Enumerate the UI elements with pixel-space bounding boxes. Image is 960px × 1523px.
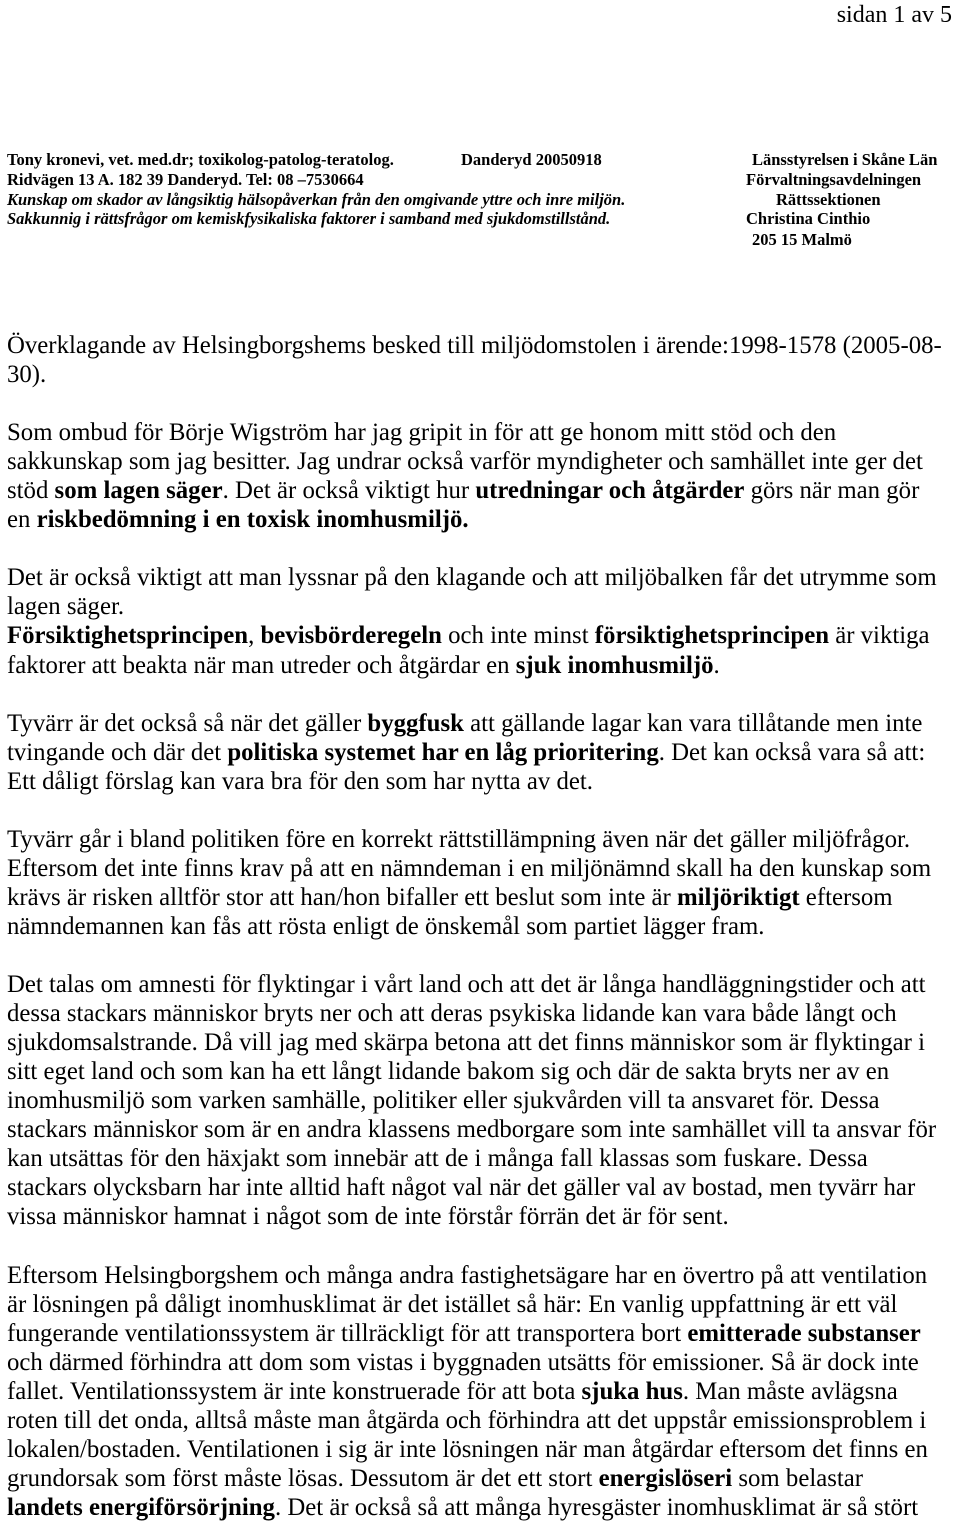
- page-number: sidan 1 av 5: [836, 2, 952, 28]
- body-line: [7, 1115, 942, 1144]
- body-text: grundorsak som först måste lösas. Dessutom är det ett stort: [7, 1464, 599, 1492]
- body-text: att gällande lagar kan vara tillåtande men inte: [463, 709, 923, 737]
- body-text: som belastar: [732, 1464, 864, 1492]
- body-text: Tyvärr går i bland politiken före en korrekt rättstillämpning även när det gäller miljöfrågor.: [7, 825, 911, 853]
- body-line: [7, 825, 942, 854]
- body-text: . Det är också så att många hyresgäster inomhusklimat är så stört: [274, 1493, 919, 1521]
- sender-expertise-line: Kunskap om skador av långsiktig hälsopåverkan från den omgivande yttre och inre miljön.: [7, 190, 626, 209]
- body-line: [7, 1493, 942, 1522]
- body-line: [7, 1086, 942, 1115]
- body-text: roten till det onda, alltså måste man åtgärda och förhindra att det uppstår emissionsproblem i: [7, 1406, 927, 1434]
- recipient-line: Christina Cinthio: [746, 209, 871, 228]
- body-text: .: [713, 651, 720, 679]
- emphasized-text: landets energiförsörjning: [7, 1493, 275, 1521]
- body-line: [7, 476, 942, 505]
- body-line: [7, 1464, 942, 1493]
- body-text: ,: [248, 622, 261, 650]
- sender-address-line: Ridvägen 13 A. 182 39 Danderyd. Tel: 08 –7530664: [7, 170, 364, 189]
- body-text: är lösningen på dåligt inomhusklimat är det istället så här: En vanlig uppfattning är ett väl: [7, 1290, 898, 1318]
- body-line: [7, 1144, 942, 1173]
- body-line: [7, 1173, 942, 1202]
- body-text: stöd: [7, 477, 55, 505]
- emphasized-text: försiktighetsprincipen: [594, 622, 829, 650]
- body-line: [7, 999, 942, 1028]
- body-text: kan utsättas för den häxjakt som innebär att de i många fall klassas som fuskare. Dessa: [7, 1145, 868, 1173]
- body-text: Tyvärr är det också så när det gäller: [7, 709, 368, 737]
- body-line: [7, 621, 942, 650]
- emphasized-text: riskbedömning i en toxisk inomhusmiljö.: [36, 506, 469, 534]
- body-line: [7, 1261, 942, 1290]
- body-line: [7, 447, 942, 476]
- body-text: fungerande ventilationssystem är tillräckligt för att transportera bort: [7, 1319, 688, 1347]
- body-text: Eftersom Helsingborgshem och många andra fastighetsägare har en övertro på att ventilation: [7, 1261, 928, 1289]
- body-text: lokalen/bostaden. Ventilationen i sig är inte lösningen när man åtgärdar eftersom det finns en: [7, 1435, 928, 1463]
- body-line: [7, 418, 942, 447]
- body-text: en: [7, 506, 37, 534]
- body-text: tvingande och där det: [7, 738, 228, 766]
- body-paragraph: [7, 1261, 942, 1522]
- body-text: är viktiga: [829, 622, 930, 650]
- emphasized-text: sjuk inomhusmiljö: [515, 651, 714, 679]
- recipient-line: Länsstyrelsen i Skåne Län: [752, 150, 938, 169]
- body-line: [7, 709, 942, 738]
- body-paragraph: [7, 563, 942, 679]
- body-text: sjukdomsalstrande. Då vill jag med skärpa betona att det finns människor som är flyktingar i: [7, 1029, 925, 1057]
- emphasized-text: utredningar och åtgärder: [475, 477, 745, 505]
- body-line: [7, 505, 942, 534]
- emphasized-text: politiska systemet har en låg prioritering: [227, 738, 659, 766]
- body-line: [7, 1377, 942, 1406]
- recipient-line: Rättssektionen: [776, 190, 881, 209]
- body-line: [7, 1319, 942, 1348]
- body-paragraph: [7, 418, 942, 534]
- body-text: Eftersom det inte finns krav på att en nämndeman i en miljönämnd skall ha den kunskap som: [7, 854, 932, 882]
- body-line: [7, 1202, 942, 1231]
- body-line: [7, 912, 942, 941]
- letter-body: [7, 331, 942, 1522]
- body-line: [7, 592, 942, 621]
- body-paragraph: [7, 331, 942, 389]
- body-text: 30).: [7, 361, 47, 389]
- body-paragraph: [7, 825, 942, 941]
- sender-name-line: Tony kronevi, vet. med.dr; toxikolog-patolog-teratolog.: [7, 150, 394, 169]
- emphasized-text: energislöseri: [598, 1464, 733, 1492]
- body-line: [7, 767, 942, 796]
- body-text: stackars olycksbarn har inte alltid haft något val när det gäller val av bostad, men tyvärr har: [7, 1174, 916, 1202]
- emphasized-text: som lagen säger: [54, 477, 223, 505]
- emphasized-text: byggfusk: [367, 709, 464, 737]
- body-text: krävs är risken alltför stor att han/hon bifaller ett beslut som inte är: [7, 883, 678, 911]
- body-line: [7, 738, 942, 767]
- body-line: [7, 651, 942, 680]
- recipient-line: 205 15 Malmö: [752, 230, 852, 249]
- body-text: stackars människor som är en andra klassens medborgare som inte samhället vill ta ansvar för: [7, 1116, 937, 1144]
- body-text: vissa människor hamnat i något som de inte förstår förrän det är för sent.: [7, 1203, 729, 1231]
- body-line: [7, 331, 942, 360]
- body-text: . Det kan också vara så att:: [658, 738, 926, 766]
- emphasized-text: bevisbörderegeln: [260, 622, 442, 650]
- body-text: lagen säger.: [7, 593, 125, 621]
- body-text: dessa stackars människor bryts ner och att deras psykiska lidande kan vara både långt och: [7, 1000, 897, 1028]
- place-and-date: Danderyd 20050918: [461, 150, 602, 169]
- body-text: . Man måste avlägsna: [682, 1377, 898, 1405]
- body-line: [7, 563, 942, 592]
- body-text: nämndemannen kan fås att rösta enligt de önskemål som partiet lägger fram.: [7, 912, 765, 940]
- body-line: [7, 1057, 942, 1086]
- body-text: Överklagande av Helsingborgshems besked till miljödomstolen i ärende:1998-1578 (2005-08-: [7, 332, 942, 359]
- emphasized-text: miljöriktigt: [677, 883, 800, 911]
- body-line: [7, 360, 942, 389]
- body-line: [7, 970, 942, 999]
- body-text: görs när man gör: [744, 477, 920, 505]
- body-text: Det talas om amnesti för flyktingar i vårt land och att det är långa handläggningstider och att: [7, 971, 926, 999]
- body-line: [7, 1290, 942, 1319]
- body-text: och inte minst: [441, 622, 595, 650]
- recipient-line: Förvaltningsavdelningen: [746, 170, 922, 189]
- body-text: Ett dåligt förslag kan vara bra för den som har nytta av det.: [7, 767, 593, 795]
- body-line: [7, 1348, 942, 1377]
- body-text: Det är också viktigt att man lyssnar på den klagande och att miljöbalken får det utrymme som: [7, 564, 937, 592]
- body-line: [7, 883, 942, 912]
- body-text: faktorer att beakta när man utreder och åtgärdar en: [7, 651, 516, 679]
- body-text: Som ombud för Börje Wigström har jag gripit in för att ge honom mitt stöd och den: [7, 419, 837, 447]
- body-line: [7, 1435, 942, 1464]
- body-text: inomhusmiljö som varken samhälle, politiker eller sjukvården vill ta ansvaret för. Dessa: [7, 1087, 880, 1115]
- body-paragraph: [7, 970, 942, 1231]
- body-text: eftersom: [799, 883, 893, 911]
- emphasized-text: Försiktighetsprincipen: [7, 622, 249, 650]
- body-line: [7, 1406, 942, 1435]
- body-text: sitt eget land och som kan ha ett långt lidande bakom sig och där de sakta bryts ner av en: [7, 1058, 890, 1086]
- body-line: [7, 854, 942, 883]
- sender-expertise-line: Sakkunnig i rättsfrågor om kemiskfysikaliska faktorer i samband med sjukdomstillstånd.: [7, 209, 611, 228]
- emphasized-text: sjuka hus: [581, 1377, 683, 1405]
- body-text: sakkunskap som jag besitter. Jag undrar också varför myndigheter och samhället inte ger det: [7, 448, 923, 476]
- body-text: fallet. Ventilationssystem är inte konstruerade för att bota: [7, 1377, 582, 1405]
- body-text: och därmed förhindra att dom som vistas i byggnaden utsätts för emissioner. Så är dock inte: [7, 1348, 919, 1376]
- body-line: [7, 1028, 942, 1057]
- body-text: . Det är också viktigt hur: [222, 477, 476, 505]
- body-paragraph: [7, 709, 942, 796]
- emphasized-text: emitterade substanser: [687, 1319, 921, 1347]
